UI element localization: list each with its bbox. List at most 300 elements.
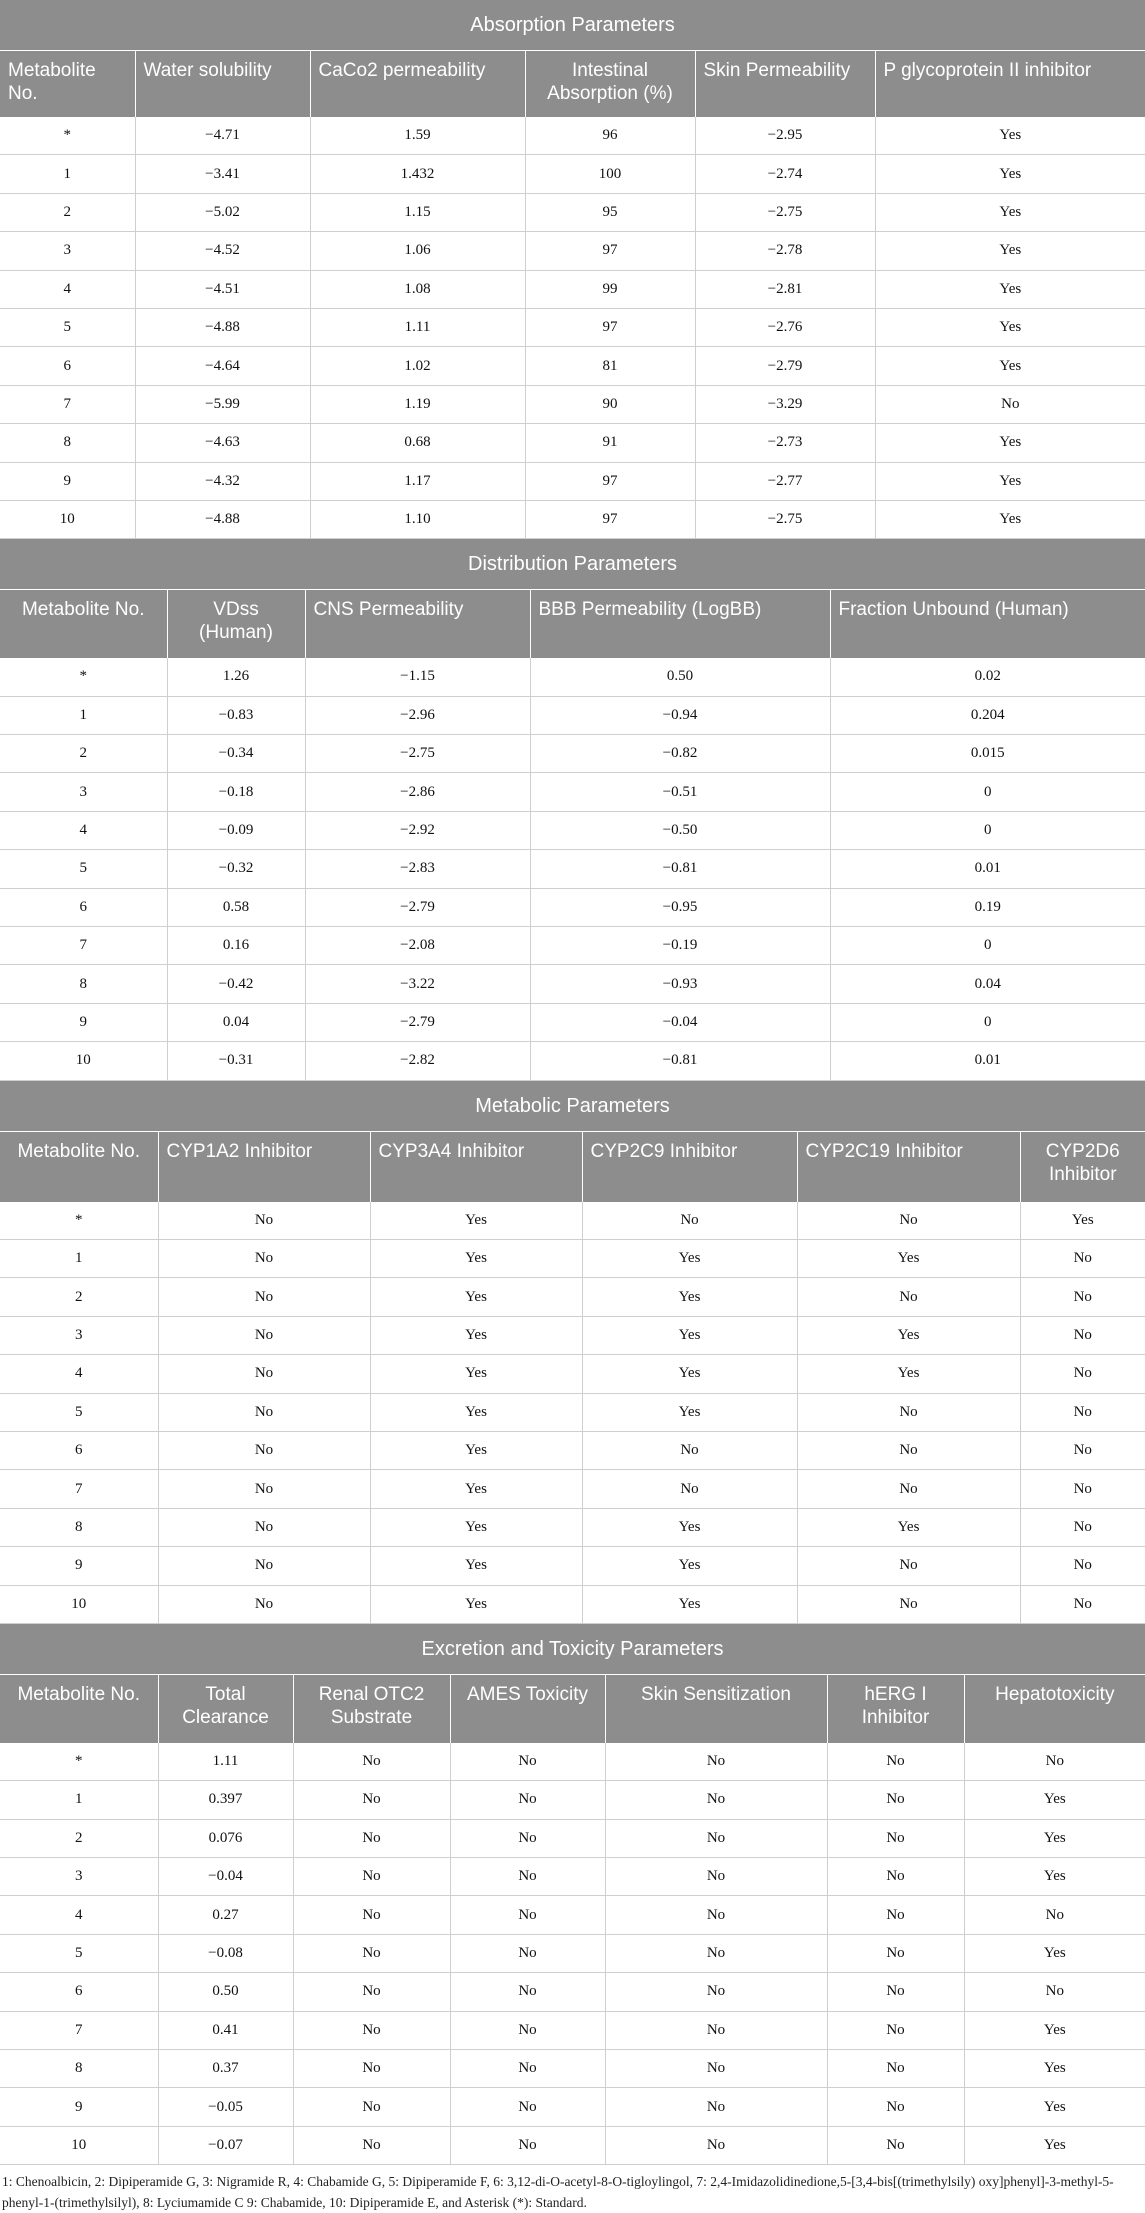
table-row	[0, 1355, 1145, 1393]
metabolite-cell: 7	[0, 1470, 158, 1508]
value-cell: No	[1020, 1393, 1145, 1431]
metabolite-cell: 3	[0, 232, 135, 270]
value-cell: Yes	[370, 1316, 582, 1354]
value-cell: −0.81	[530, 1042, 830, 1080]
table-row	[0, 1934, 1145, 1972]
value-cell: −2.95	[695, 117, 875, 155]
value-cell: −0.95	[530, 888, 830, 926]
value-cell: No	[158, 1585, 370, 1623]
value-cell: Yes	[370, 1355, 582, 1393]
metabolite-cell: 9	[0, 1547, 158, 1585]
value-cell: No	[1020, 1470, 1145, 1508]
value-cell: No	[582, 1470, 797, 1508]
value-cell: −2.75	[695, 193, 875, 231]
value-cell: 1.17	[310, 462, 525, 500]
value-cell: Yes	[875, 347, 1145, 385]
value-cell: −2.74	[695, 155, 875, 193]
value-cell: No	[293, 2050, 450, 2088]
metabolite-cell: 9	[0, 462, 135, 500]
table-row	[0, 1003, 1145, 1041]
value-cell: No	[797, 1547, 1020, 1585]
value-cell: −0.50	[530, 811, 830, 849]
value-cell: 0	[830, 927, 1145, 965]
value-cell: 1.10	[310, 500, 525, 538]
value-cell: Yes	[797, 1316, 1020, 1354]
value-cell: 90	[525, 385, 695, 423]
value-cell: 97	[525, 500, 695, 538]
value-cell: 0.01	[830, 850, 1145, 888]
value-cell: No	[1020, 1316, 1145, 1354]
column-header: CNS Permeability	[305, 590, 530, 659]
table-row	[0, 1973, 1145, 2011]
value-cell: 0.50	[158, 1973, 293, 2011]
table-row	[0, 385, 1145, 423]
value-cell: 97	[525, 232, 695, 270]
value-cell: −0.82	[530, 735, 830, 773]
value-cell: −5.02	[135, 193, 310, 231]
value-cell: 0.27	[158, 1896, 293, 1934]
table-row	[0, 1781, 1145, 1819]
value-cell: Yes	[582, 1585, 797, 1623]
value-cell: No	[605, 2126, 827, 2164]
value-cell: −2.83	[305, 850, 530, 888]
value-cell: No	[293, 1858, 450, 1896]
value-cell: No	[605, 1973, 827, 2011]
distribution-header-row	[0, 590, 1145, 659]
value-cell: No	[827, 1896, 964, 1934]
value-cell: No	[450, 1743, 605, 1781]
value-cell: Yes	[964, 2050, 1145, 2088]
table-row	[0, 1042, 1145, 1080]
table-row	[0, 735, 1145, 773]
table-row	[0, 155, 1145, 193]
value-cell: 0	[830, 773, 1145, 811]
value-cell: −3.41	[135, 155, 310, 193]
column-header: Metabolite No.	[0, 590, 167, 659]
value-cell: No	[605, 1934, 827, 1972]
excretion-table	[0, 1624, 1145, 2165]
value-cell: No	[158, 1547, 370, 1585]
value-cell: Yes	[370, 1470, 582, 1508]
metabolite-cell: 1	[0, 1781, 158, 1819]
value-cell: Yes	[582, 1508, 797, 1546]
value-cell: −0.18	[167, 773, 305, 811]
column-header: Metabolite No.	[0, 1674, 158, 1743]
table-row	[0, 965, 1145, 1003]
value-cell: 1.06	[310, 232, 525, 270]
value-cell: −2.86	[305, 773, 530, 811]
value-cell: −2.92	[305, 811, 530, 849]
value-cell: No	[605, 1743, 827, 1781]
value-cell: Yes	[370, 1278, 582, 1316]
table-row	[0, 193, 1145, 231]
value-cell: −0.34	[167, 735, 305, 773]
distribution-title: Distribution Parameters	[0, 539, 1145, 590]
value-cell: No	[827, 2050, 964, 2088]
value-cell: Yes	[875, 232, 1145, 270]
value-cell: 0.015	[830, 735, 1145, 773]
table-row	[0, 888, 1145, 926]
excretion-title: Excretion and Toxicity Parameters	[0, 1624, 1145, 1675]
column-header: Skin Sensitization	[605, 1674, 827, 1743]
value-cell: Yes	[582, 1316, 797, 1354]
value-cell: No	[1020, 1547, 1145, 1585]
metabolite-cell: 6	[0, 1431, 158, 1469]
metabolite-cell: 1	[0, 1239, 158, 1277]
value-cell: No	[582, 1431, 797, 1469]
value-cell: −0.08	[158, 1934, 293, 1972]
value-cell: −0.83	[167, 696, 305, 734]
table-row	[0, 1743, 1145, 1781]
value-cell: No	[293, 1896, 450, 1934]
value-cell: No	[293, 2011, 450, 2049]
value-cell: Yes	[964, 1934, 1145, 1972]
table-row	[0, 2126, 1145, 2164]
table-row	[0, 2011, 1145, 2049]
value-cell: −0.19	[530, 927, 830, 965]
value-cell: 97	[525, 462, 695, 500]
metabolite-cell: 7	[0, 2011, 158, 2049]
value-cell: No	[450, 1819, 605, 1857]
value-cell: No	[293, 1934, 450, 1972]
value-cell: No	[450, 1934, 605, 1972]
value-cell: Yes	[582, 1239, 797, 1277]
absorption-title: Absorption Parameters	[0, 0, 1145, 51]
table-row	[0, 270, 1145, 308]
value-cell: −2.08	[305, 927, 530, 965]
value-cell: No	[450, 2088, 605, 2126]
distribution-table	[0, 539, 1145, 1080]
table-row	[0, 1393, 1145, 1431]
metabolite-cell: 6	[0, 347, 135, 385]
metabolite-cell: 9	[0, 1003, 167, 1041]
value-cell: 99	[525, 270, 695, 308]
excretion-header-row	[0, 1674, 1145, 1743]
value-cell: 0.16	[167, 927, 305, 965]
value-cell: No	[158, 1202, 370, 1240]
table-row	[0, 1202, 1145, 1240]
value-cell: Yes	[370, 1431, 582, 1469]
metabolite-cell: 4	[0, 1896, 158, 1934]
table-row	[0, 462, 1145, 500]
value-cell: 1.15	[310, 193, 525, 231]
value-cell: −4.63	[135, 424, 310, 462]
value-cell: No	[875, 385, 1145, 423]
column-header: AMES Toxicity	[450, 1674, 605, 1743]
value-cell: −0.04	[158, 1858, 293, 1896]
value-cell: No	[293, 1781, 450, 1819]
value-cell: −2.78	[695, 232, 875, 270]
value-cell: −0.04	[530, 1003, 830, 1041]
value-cell: 1.26	[167, 658, 305, 696]
metabolite-cell: 4	[0, 270, 135, 308]
value-cell: −0.93	[530, 965, 830, 1003]
value-cell: 95	[525, 193, 695, 231]
value-cell: −0.09	[167, 811, 305, 849]
value-cell: No	[1020, 1278, 1145, 1316]
metabolite-cell: 2	[0, 1278, 158, 1316]
value-cell: 0	[830, 1003, 1145, 1041]
value-cell: Yes	[875, 424, 1145, 462]
metabolite-cell: 5	[0, 850, 167, 888]
value-cell: Yes	[875, 462, 1145, 500]
value-cell: −2.81	[695, 270, 875, 308]
metabolite-cell: 5	[0, 308, 135, 346]
value-cell: Yes	[370, 1202, 582, 1240]
value-cell: No	[827, 2126, 964, 2164]
value-cell: Yes	[964, 1858, 1145, 1896]
value-cell: No	[827, 1934, 964, 1972]
value-cell: 1.432	[310, 155, 525, 193]
value-cell: Yes	[875, 500, 1145, 538]
value-cell: −2.73	[695, 424, 875, 462]
table-row	[0, 1508, 1145, 1546]
column-header: Total Clearance	[158, 1674, 293, 1743]
value-cell: 0.204	[830, 696, 1145, 734]
value-cell: 0.076	[158, 1819, 293, 1857]
value-cell: No	[450, 1781, 605, 1819]
value-cell: −1.15	[305, 658, 530, 696]
column-header: Metabolite No.	[0, 1131, 158, 1202]
value-cell: −2.79	[305, 888, 530, 926]
value-cell: −0.51	[530, 773, 830, 811]
value-cell: −0.07	[158, 2126, 293, 2164]
value-cell: 0.04	[830, 965, 1145, 1003]
value-cell: 100	[525, 155, 695, 193]
value-cell: Yes	[582, 1547, 797, 1585]
column-header: Fraction Unbound (Human)	[830, 590, 1145, 659]
value-cell: 1.08	[310, 270, 525, 308]
column-header: CaCo2 permeability	[310, 51, 525, 118]
column-header: P glycoprotein II inhibitor	[875, 51, 1145, 118]
metabolite-cell: 2	[0, 193, 135, 231]
value-cell: No	[293, 2088, 450, 2126]
value-cell: No	[797, 1202, 1020, 1240]
value-cell: No	[827, 1743, 964, 1781]
value-cell: Yes	[370, 1239, 582, 1277]
value-cell: No	[797, 1470, 1020, 1508]
value-cell: −0.31	[167, 1042, 305, 1080]
value-cell: No	[450, 1896, 605, 1934]
value-cell: No	[827, 2088, 964, 2126]
metabolite-cell: 8	[0, 1508, 158, 1546]
value-cell: No	[605, 2088, 827, 2126]
value-cell: No	[797, 1431, 1020, 1469]
value-cell: 0.397	[158, 1781, 293, 1819]
column-header: CYP2C9 Inhibitor	[582, 1131, 797, 1202]
value-cell: 1.11	[310, 308, 525, 346]
value-cell: Yes	[797, 1508, 1020, 1546]
metabolic-header-row	[0, 1131, 1145, 1202]
value-cell: 0	[830, 811, 1145, 849]
value-cell: −0.94	[530, 696, 830, 734]
value-cell: No	[293, 1973, 450, 2011]
value-cell: Yes	[582, 1278, 797, 1316]
value-cell: No	[450, 1858, 605, 1896]
table-row	[0, 2050, 1145, 2088]
column-header: Hepatotoxicity	[964, 1674, 1145, 1743]
value-cell: 96	[525, 117, 695, 155]
value-cell: Yes	[1020, 1202, 1145, 1240]
value-cell: −4.88	[135, 308, 310, 346]
metabolite-cell: 4	[0, 811, 167, 849]
metabolite-cell: 4	[0, 1355, 158, 1393]
value-cell: −3.22	[305, 965, 530, 1003]
value-cell: Yes	[964, 2011, 1145, 2049]
value-cell: No	[158, 1470, 370, 1508]
value-cell: −2.75	[695, 500, 875, 538]
value-cell: No	[450, 2126, 605, 2164]
metabolite-cell: 2	[0, 1819, 158, 1857]
value-cell: No	[158, 1239, 370, 1277]
metabolite-cell: 10	[0, 2126, 158, 2164]
value-cell: No	[605, 2011, 827, 2049]
value-cell: −2.77	[695, 462, 875, 500]
value-cell: No	[1020, 1239, 1145, 1277]
value-cell: No	[158, 1316, 370, 1354]
value-cell: No	[964, 1896, 1145, 1934]
table-row	[0, 347, 1145, 385]
value-cell: 0.41	[158, 2011, 293, 2049]
table-row	[0, 1819, 1145, 1857]
value-cell: No	[1020, 1585, 1145, 1623]
column-header: Water solubility	[135, 51, 310, 118]
table-row	[0, 811, 1145, 849]
metabolite-cell: 6	[0, 1973, 158, 2011]
value-cell: 97	[525, 308, 695, 346]
value-cell: Yes	[964, 1781, 1145, 1819]
value-cell: 0.37	[158, 2050, 293, 2088]
value-cell: 0.58	[167, 888, 305, 926]
table-row	[0, 1547, 1145, 1585]
value-cell: No	[605, 1896, 827, 1934]
value-cell: No	[1020, 1355, 1145, 1393]
metabolite-cell: 10	[0, 500, 135, 538]
value-cell: Yes	[875, 193, 1145, 231]
table-row	[0, 1239, 1145, 1277]
metabolite-cell: *	[0, 658, 167, 696]
value-cell: No	[158, 1508, 370, 1546]
value-cell: No	[1020, 1508, 1145, 1546]
value-cell: −4.71	[135, 117, 310, 155]
table-row	[0, 1858, 1145, 1896]
value-cell: No	[964, 1743, 1145, 1781]
table-row	[0, 1431, 1145, 1469]
table-row	[0, 696, 1145, 734]
column-header: Skin Permeability	[695, 51, 875, 118]
value-cell: No	[1020, 1431, 1145, 1469]
metabolite-cell: 5	[0, 1934, 158, 1972]
metabolite-cell: 1	[0, 155, 135, 193]
value-cell: Yes	[370, 1547, 582, 1585]
value-cell: Yes	[964, 2088, 1145, 2126]
value-cell: 0.50	[530, 658, 830, 696]
value-cell: Yes	[964, 2126, 1145, 2164]
column-header: Metabolite No.	[0, 51, 135, 118]
value-cell: No	[158, 1278, 370, 1316]
column-header: VDss (Human)	[167, 590, 305, 659]
value-cell: −0.32	[167, 850, 305, 888]
metabolite-cell: *	[0, 1743, 158, 1781]
value-cell: 81	[525, 347, 695, 385]
value-cell: No	[158, 1393, 370, 1431]
table-row	[0, 773, 1145, 811]
value-cell: −2.79	[695, 347, 875, 385]
value-cell: −2.75	[305, 735, 530, 773]
value-cell: No	[827, 1819, 964, 1857]
value-cell: No	[964, 1973, 1145, 2011]
value-cell: 1.11	[158, 1743, 293, 1781]
value-cell: No	[605, 1781, 827, 1819]
value-cell: −4.32	[135, 462, 310, 500]
value-cell: No	[797, 1278, 1020, 1316]
value-cell: No	[797, 1393, 1020, 1431]
column-header: hERG I Inhibitor	[827, 1674, 964, 1743]
value-cell: 0.02	[830, 658, 1145, 696]
value-cell: No	[605, 1858, 827, 1896]
column-header: Renal OTC2 Substrate	[293, 1674, 450, 1743]
table-row	[0, 424, 1145, 462]
column-header: CYP1A2 Inhibitor	[158, 1131, 370, 1202]
metabolite-cell: 1	[0, 696, 167, 734]
table-row	[0, 500, 1145, 538]
value-cell: −0.81	[530, 850, 830, 888]
metabolic-title: Metabolic Parameters	[0, 1081, 1145, 1132]
value-cell: 0.01	[830, 1042, 1145, 1080]
table-row	[0, 1585, 1145, 1623]
value-cell: −2.96	[305, 696, 530, 734]
value-cell: 1.19	[310, 385, 525, 423]
table-row	[0, 1278, 1145, 1316]
table-row	[0, 927, 1145, 965]
value-cell: 0.04	[167, 1003, 305, 1041]
table-row	[0, 850, 1145, 888]
value-cell: No	[158, 1355, 370, 1393]
value-cell: −3.29	[695, 385, 875, 423]
metabolite-cell: 8	[0, 965, 167, 1003]
value-cell: −2.76	[695, 308, 875, 346]
value-cell: −4.64	[135, 347, 310, 385]
value-cell: No	[827, 1781, 964, 1819]
column-header: CYP2D6 Inhibitor	[1020, 1131, 1145, 1202]
table-row	[0, 1896, 1145, 1934]
value-cell: No	[450, 1973, 605, 2011]
metabolite-cell: 7	[0, 385, 135, 423]
value-cell: Yes	[797, 1355, 1020, 1393]
metabolite-cell: 3	[0, 773, 167, 811]
absorption-table	[0, 0, 1145, 539]
value-cell: No	[450, 2050, 605, 2088]
table-row	[0, 1316, 1145, 1354]
value-cell: Yes	[370, 1393, 582, 1431]
metabolite-cell: 10	[0, 1042, 167, 1080]
value-cell: Yes	[875, 270, 1145, 308]
value-cell: −2.79	[305, 1003, 530, 1041]
value-cell: No	[827, 1858, 964, 1896]
value-cell: −5.99	[135, 385, 310, 423]
value-cell: Yes	[964, 1819, 1145, 1857]
table-row	[0, 658, 1145, 696]
value-cell: No	[827, 1973, 964, 2011]
table-row	[0, 117, 1145, 155]
value-cell: Yes	[797, 1239, 1020, 1277]
column-header: BBB Permeability (LogBB)	[530, 590, 830, 659]
column-header: CYP3A4 Inhibitor	[370, 1131, 582, 1202]
value-cell: Yes	[875, 155, 1145, 193]
value-cell: 0.68	[310, 424, 525, 462]
column-header: CYP2C19 Inhibitor	[797, 1131, 1020, 1202]
value-cell: 1.59	[310, 117, 525, 155]
